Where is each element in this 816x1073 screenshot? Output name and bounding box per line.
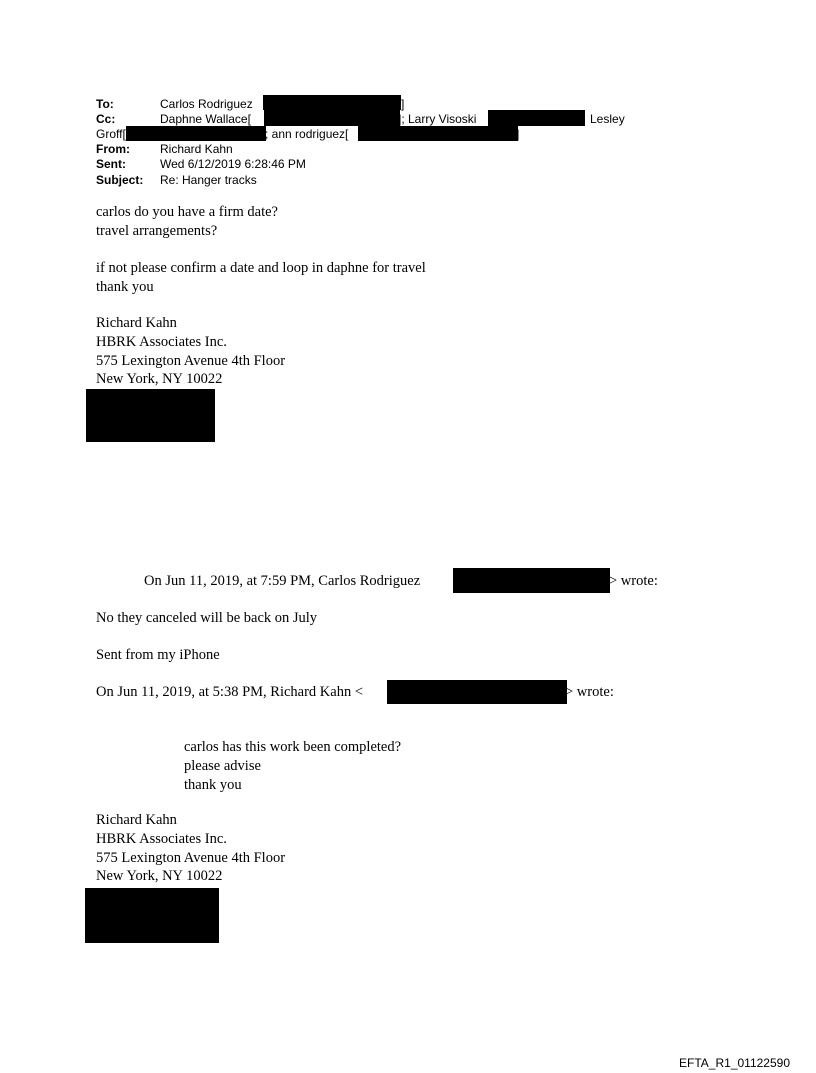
redaction-box <box>85 888 219 943</box>
cc-value-lesley: Lesley <box>590 112 625 126</box>
signature-address: 575 Lexington Avenue 4th Floor <box>96 353 286 369</box>
quote-line: carlos has this work been completed? <box>184 739 402 755</box>
redaction-box <box>264 110 400 126</box>
signature-city: New York, NY 10022 <box>96 868 223 884</box>
cc-value-ann: ; ann rodriguez[ <box>265 127 349 141</box>
cc-value-daphne: Daphne Wallace[ <box>160 112 251 126</box>
redaction-box <box>86 389 215 442</box>
signature-name: Richard Kahn <box>96 812 177 828</box>
quote-sent-from: Sent from my iPhone <box>96 647 220 663</box>
cc-label: Cc: <box>96 112 116 126</box>
document-id: EFTA_R1_01122590 <box>679 1056 790 1070</box>
redaction-box <box>387 680 567 704</box>
quote-wrote: > wrote: <box>609 573 658 589</box>
redaction-box <box>358 126 518 141</box>
quote-intro: On Jun 11, 2019, at 7:59 PM, Carlos Rodriguez <box>144 573 421 589</box>
quote-wrote: > wrote: <box>565 684 614 700</box>
body-line: if not please confirm a date and loop in daphne for travel <box>96 260 426 276</box>
quote-reply: No they canceled will be back on July <box>96 610 318 626</box>
sent-label: Sent: <box>96 157 126 171</box>
redaction-box <box>263 95 401 110</box>
body-line: thank you <box>96 279 154 295</box>
body-line: travel arrangements? <box>96 223 218 239</box>
subject-value: Re: Hanger tracks <box>160 173 257 187</box>
quote-line: please advise <box>184 758 261 774</box>
to-label: To: <box>96 97 114 111</box>
body-line: carlos do you have a firm date? <box>96 204 278 220</box>
redaction-box <box>488 110 585 126</box>
to-value: Carlos Rodriguez <box>160 97 253 111</box>
quote-intro: On Jun 11, 2019, at 5:38 PM, Richard Kahn < <box>96 684 364 700</box>
redaction-box <box>453 568 610 593</box>
to-bracket: ] <box>401 97 405 111</box>
signature-city: New York, NY 10022 <box>96 371 223 387</box>
cc-bracket: ] <box>516 127 520 141</box>
signature-address: 575 Lexington Avenue 4th Floor <box>96 850 286 866</box>
signature-company: HBRK Associates Inc. <box>96 334 227 350</box>
signature-company: HBRK Associates Inc. <box>96 831 227 847</box>
subject-label: Subject: <box>96 173 144 187</box>
signature-name: Richard Kahn <box>96 315 177 331</box>
cc-value-groff: Groff[ <box>96 127 126 141</box>
cc-value-larry: ]; Larry Visoski <box>398 112 477 126</box>
from-label: From: <box>96 142 130 156</box>
quote-line: thank you <box>184 777 242 793</box>
sent-value: Wed 6/12/2019 6:28:46 PM <box>160 157 306 171</box>
redaction-box <box>126 126 266 141</box>
from-value: Richard Kahn <box>160 142 233 156</box>
